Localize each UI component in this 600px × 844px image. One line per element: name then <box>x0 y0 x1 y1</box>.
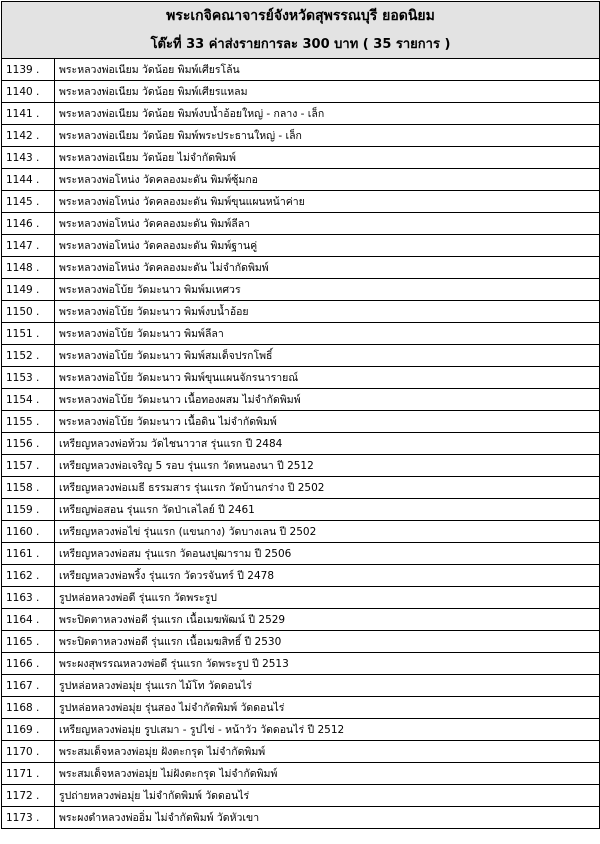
table-row <box>2 323 599 345</box>
item-number: 1158 . <box>2 477 55 499</box>
item-number: 1169 . <box>2 719 55 741</box>
table-row <box>2 433 599 455</box>
catalog-header <box>2 2 599 59</box>
item-number: 1172 . <box>2 785 55 807</box>
table-row <box>2 147 599 169</box>
item-description: เหรียญหลวงพ่อมุ่ย รูปเสมา - รูปไข่ - หน้าวัว วัดดอนไร่ ปี 2512 <box>55 719 600 741</box>
item-number: 1164 . <box>2 609 55 631</box>
item-description: พระปิดตาหลวงพ่อดี รุ่นแรก เนื้อเมฆพัฒน์ ปี 2529 <box>55 609 600 631</box>
table-row <box>2 411 599 433</box>
item-number: 1151 . <box>2 323 55 345</box>
item-description: รูปถ่ายหลวงพ่อมุ่ย ไม่จำกัดพิมพ์ วัดดอนไร่ <box>55 785 600 807</box>
table-row <box>2 257 599 279</box>
items-table <box>2 59 599 828</box>
table-row <box>2 59 599 81</box>
table-row <box>2 653 599 675</box>
table-row <box>2 609 599 631</box>
item-number: 1167 . <box>2 675 55 697</box>
item-description: รูปหล่อหลวงพ่อมุ่ย รุ่นแรก ไม้โท วัดดอนไร่ <box>55 675 600 697</box>
item-number: 1170 . <box>2 741 55 763</box>
item-description: พระหลวงพ่อเนียม วัดน้อย พิมพ์งบน้ำอ้อยใหญ่ - กลาง - เล็ก <box>55 103 600 125</box>
table-row <box>2 477 599 499</box>
item-number: 1143 . <box>2 147 55 169</box>
item-description: พระหลวงพ่อโหน่ง วัดคลองมะดัน พิมพ์ฐานคู่ <box>55 235 600 257</box>
item-number: 1163 . <box>2 587 55 609</box>
item-number: 1150 . <box>2 301 55 323</box>
item-number: 1144 . <box>2 169 55 191</box>
table-row <box>2 697 599 719</box>
item-number: 1146 . <box>2 213 55 235</box>
table-row <box>2 741 599 763</box>
item-number: 1156 . <box>2 433 55 455</box>
item-number: 1149 . <box>2 279 55 301</box>
item-description: รูปหล่อหลวงพ่อดี รุ่นแรก วัดพระรูป <box>55 587 600 609</box>
table-row <box>2 631 599 653</box>
item-description: พระหลวงพ่อเนียม วัดน้อย ไม่จำกัดพิมพ์ <box>55 147 600 169</box>
item-description: เหรียญหลวงพ่อพริ้ง รุ่นแรก วัดวรจันทร์ ปี 2478 <box>55 565 600 587</box>
item-number: 1155 . <box>2 411 55 433</box>
item-description: รูปหล่อหลวงพ่อมุ่ย รุ่นสอง ไม่จำกัดพิมพ์ วัดดอนไร่ <box>55 697 600 719</box>
item-description: พระหลวงพ่อโบ้ย วัดมะนาว พิมพ์งบน้ำอ้อย <box>55 301 600 323</box>
item-number: 1154 . <box>2 389 55 411</box>
table-row <box>2 763 599 785</box>
item-description: พระหลวงพ่อโบ้ย วัดมะนาว พิมพ์มเหศวร <box>55 279 600 301</box>
item-number: 1157 . <box>2 455 55 477</box>
table-row <box>2 279 599 301</box>
item-description: พระหลวงพ่อโบ้ย วัดมะนาว พิมพ์ขุนแผนจักรนารายณ์ <box>55 367 600 389</box>
table-row <box>2 103 599 125</box>
table-row <box>2 543 599 565</box>
item-description: เหรียญหลวงพ่อเมธี ธรรมสาร รุ่นแรก วัดบ้านกร่าง ปี 2502 <box>55 477 600 499</box>
item-description: พระผงสุพรรณหลวงพ่อดี รุ่นแรก วัดพระรูป ปี 2513 <box>55 653 600 675</box>
table-row <box>2 675 599 697</box>
table-row <box>2 389 599 411</box>
item-description: พระหลวงพ่อโหน่ง วัดคลองมะดัน ไม่จำกัดพิมพ์ <box>55 257 600 279</box>
table-row <box>2 125 599 147</box>
table-row <box>2 807 599 829</box>
item-number: 1142 . <box>2 125 55 147</box>
item-number: 1141 . <box>2 103 55 125</box>
item-description: พระหลวงพ่อโหน่ง วัดคลองมะดัน พิมพ์ลีลา <box>55 213 600 235</box>
item-number: 1153 . <box>2 367 55 389</box>
table-row <box>2 785 599 807</box>
item-description: พระหลวงพ่อโบ้ย วัดมะนาว พิมพ์ลีลา <box>55 323 600 345</box>
table-row <box>2 719 599 741</box>
table-row <box>2 499 599 521</box>
item-description: พระหลวงพ่อโบ้ย วัดมะนาว พิมพ์สมเด็จปรกโพธิ์ <box>55 345 600 367</box>
item-number: 1152 . <box>2 345 55 367</box>
table-row <box>2 213 599 235</box>
table-row <box>2 565 599 587</box>
item-number: 1159 . <box>2 499 55 521</box>
catalog-subtitle: โต๊ะที่ 33 ค่าส่งรายการละ 300 บาท ( 35 รายการ ) <box>150 37 451 52</box>
table-row <box>2 455 599 477</box>
item-number: 1168 . <box>2 697 55 719</box>
item-number: 1166 . <box>2 653 55 675</box>
item-description: พระหลวงพ่อโบ้ย วัดมะนาว เนื้อดิน ไม่จำกัดพิมพ์ <box>55 411 600 433</box>
item-number: 1161 . <box>2 543 55 565</box>
item-description: พระหลวงพ่อโหน่ง วัดคลองมะดัน พิมพ์ขุนแผนหน้าค่าย <box>55 191 600 213</box>
item-description: เหรียญหลวงพ่อท้วม วัดไชนาวาส รุ่นแรก ปี 2484 <box>55 433 600 455</box>
item-number: 1140 . <box>2 81 55 103</box>
table-row <box>2 345 599 367</box>
item-number: 1160 . <box>2 521 55 543</box>
item-description: พระหลวงพ่อโบ้ย วัดมะนาว เนื้อทองผสม ไม่จำกัดพิมพ์ <box>55 389 600 411</box>
table-row <box>2 81 599 103</box>
item-number: 1145 . <box>2 191 55 213</box>
item-description: พระหลวงพ่อเนียม วัดน้อย พิมพ์เศียรโล้น <box>59 64 240 76</box>
item-description: พระหลวงพ่อเนียม วัดน้อย พิมพ์เศียรแหลม <box>55 81 600 103</box>
table-row <box>2 169 599 191</box>
item-number: 1165 . <box>2 631 55 653</box>
item-description: พระสมเด็จหลวงพ่อมุ่ย ไม่ฝังตะกรุด ไม่จำกัดพิมพ์ <box>55 763 600 785</box>
table-row <box>2 521 599 543</box>
catalog-sheet <box>1 1 600 829</box>
item-number: 1173 . <box>2 807 55 829</box>
item-description: พระหลวงพ่อเนียม วัดน้อย พิมพ์พระประธานใหญ่ - เล็ก <box>55 125 600 147</box>
item-description: เหรียญหลวงพ่อเจริญ 5 รอบ รุ่นแรก วัดหนองนา ปี 2512 <box>55 455 600 477</box>
item-description: เหรียญหลวงพ่อไข่ รุ่นแรก (แขนกาง) วัดบางเลน ปี 2502 <box>55 521 600 543</box>
item-description: เหรียญหลวงพ่อสม รุ่นแรก วัดอนงปุฒาราม ปี 2506 <box>55 543 600 565</box>
item-description: พระหลวงพ่อโหน่ง วัดคลองมะดัน พิมพ์ซุ้มกอ <box>55 169 600 191</box>
item-description: พระสมเด็จหลวงพ่อมุ่ย ฝังตะกรุด ไม่จำกัดพิมพ์ <box>55 741 600 763</box>
item-number: 1162 . <box>2 565 55 587</box>
item-description: พระผงดำหลวงพ่ออิ่ม ไม่จำกัดพิมพ์ วัดหัวเขา <box>55 807 600 829</box>
item-description: พระปิดตาหลวงพ่อดี รุ่นแรก เนื้อเมฆสิทธิ์ ปี 2530 <box>55 631 600 653</box>
table-row <box>2 301 599 323</box>
item-number: 1139 . <box>2 59 55 81</box>
table-row <box>2 191 599 213</box>
table-row <box>2 587 599 609</box>
item-number: 1148 . <box>2 257 55 279</box>
table-row <box>2 235 599 257</box>
item-number: 1171 . <box>2 763 55 785</box>
catalog-title: พระเกจิคณาจารย์จังหวัดสุพรรณบุรี ยอดนิยม <box>166 8 435 24</box>
item-description: เหรียญพ่อสอน รุ่นแรก วัดป่าเลไลย์ ปี 2461 <box>55 499 600 521</box>
table-row <box>2 367 599 389</box>
item-number: 1147 . <box>2 235 55 257</box>
